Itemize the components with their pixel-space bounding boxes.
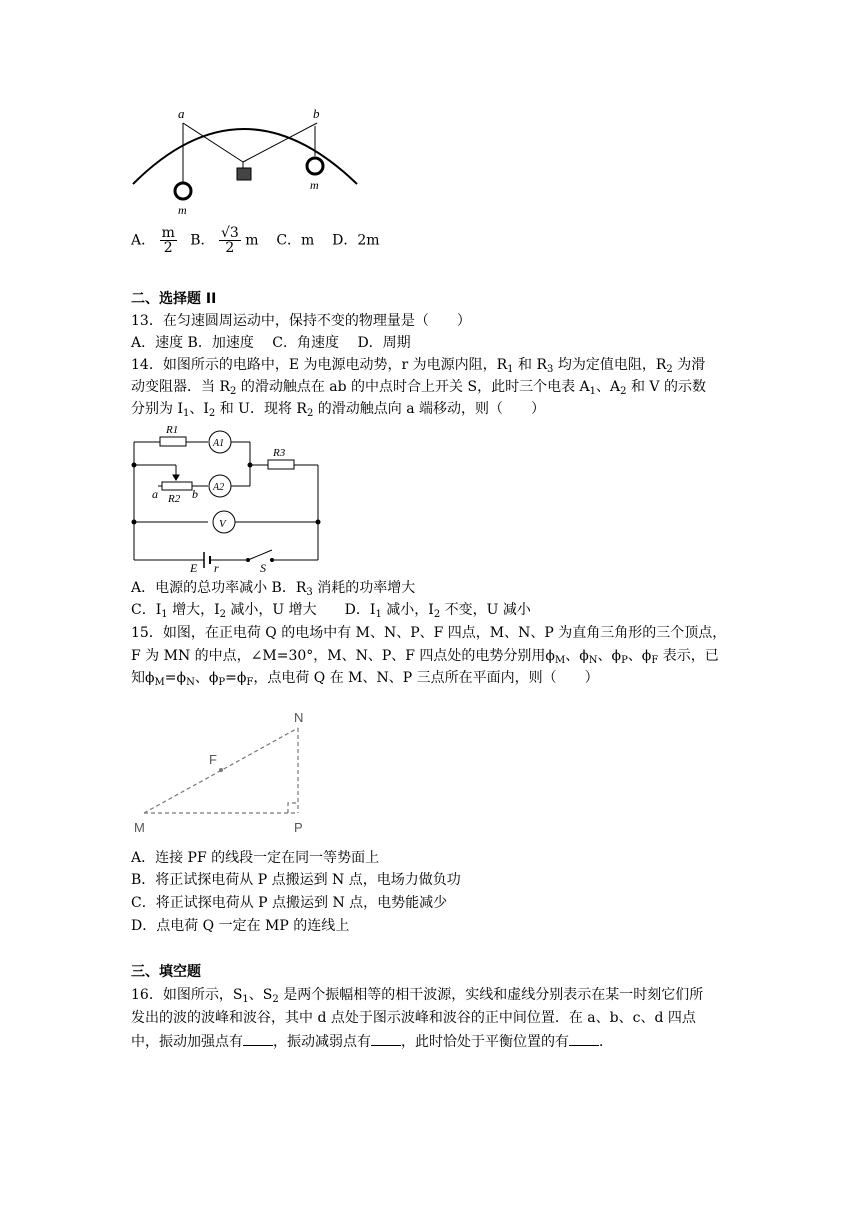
- q12-options: [131, 226, 380, 255]
- q12-a-frac: $\frac{m}{2}$: [161, 225, 175, 256]
- arc-ring-figure: [125, 104, 365, 224]
- q16-line-2: 发出的波的波峰和波谷，其中 d 点处于图示波峰和波谷的正中间位置．在 a、b、c、d 四点: [131, 1010, 696, 1026]
- label-f: F: [209, 752, 217, 767]
- q15-option-c: C．将正试探电荷从 P 点搬运到 N 点，电势能减少: [131, 895, 448, 911]
- label-a: a: [152, 487, 158, 501]
- q14-line-2: 动变阻器．当 $R_2$ 的滑动触点在 ab 的中点时合上开关 S，此时三个电表 $A_1$、$A_2$ 和 V 的示数: [131, 379, 706, 397]
- right-angle-mark: [288, 803, 298, 813]
- section-2-heading: 二、选择题 II: [131, 291, 217, 307]
- section-3-heading: 三、填空题: [131, 964, 201, 980]
- blank-equilibrium[interactable]: [569, 1031, 599, 1046]
- label-b: b: [313, 106, 320, 121]
- q13-stem: 13．在匀速圆周运动中，保持不变的物理量是（ ）: [131, 313, 471, 329]
- label-e: E: [190, 561, 198, 572]
- q13-options: A．速度 B．加速度 C．角速度 D．周期: [131, 335, 411, 351]
- label-v: V: [219, 518, 226, 530]
- q15-line-1: 15．如图，在正电荷 Q 的电场中有 M、N、P、F 四点，M、N、P 为直角三角形的三个顶点，: [131, 625, 727, 641]
- label-n: N: [294, 710, 304, 725]
- label-b: b: [192, 487, 198, 501]
- blank-weakened[interactable]: [371, 1031, 401, 1046]
- q15-line-2: F 为 MN 的中点，∠M=30°，M、N、P、F 四点处的电势分别用$\phi_M$、$\phi_N$、$\phi_P$、$\phi_F$ 表示，已: [131, 648, 719, 666]
- label-m-left: m: [178, 203, 187, 217]
- label-r: r: [214, 561, 219, 572]
- label-a1: A1: [213, 438, 225, 449]
- q16-line-3: 中，振动加强点有 ，振动减弱点有 ，此时恰处于平衡位置的有 ．: [131, 1031, 613, 1052]
- label-m-right: m: [310, 178, 319, 192]
- label-s: S: [260, 561, 266, 572]
- q14-option-cd: C．$I_1$ 增大，$I_2$ 减小，U 增大 D．$I_1$ 减小，$I_2$ 不变，U 减小: [131, 602, 531, 620]
- label-r3: R3: [273, 447, 286, 459]
- label-r2: R2: [168, 493, 181, 505]
- q12-d: D．2m: [332, 232, 380, 249]
- label-r1: R1: [166, 424, 179, 436]
- label-a: a: [178, 106, 185, 121]
- q12-b-frac: $\frac{√3}{2}$: [220, 225, 239, 256]
- q12-a-prefix: A．: [131, 232, 156, 249]
- blank-strengthened[interactable]: [243, 1031, 273, 1046]
- q16-line-1: 16．如图所示，$S_1$、$S_2$ 是两个振幅相等的相干波源，实线和虚线分别表示在某一时刻它们所: [131, 987, 704, 1005]
- q12-b-unit: m: [245, 232, 259, 249]
- hanging-weight: [237, 168, 251, 180]
- q12-b-prefix: B．: [190, 232, 215, 249]
- ring-left: [175, 183, 191, 199]
- triangle-figure: [130, 702, 330, 842]
- label-p: P: [294, 820, 303, 835]
- switch-s: [248, 550, 272, 560]
- label-a2: A2: [213, 482, 225, 493]
- q15-option-a: A．连接 PF 的线段一定在同一等势面上: [131, 850, 380, 866]
- circuit-figure: [128, 422, 328, 572]
- ring-right: [307, 158, 323, 174]
- point-f: [219, 768, 223, 772]
- q12-c: C．m: [276, 232, 315, 249]
- label-m: M: [134, 820, 145, 835]
- resistor-r2: [162, 482, 192, 490]
- q15-option-b: B．将正试探电荷从 P 点搬运到 N 点，电场力做负功: [131, 872, 461, 888]
- q14-line-1: 14．如图所示的电路中，E 为电源电动势，r 为电源内阻，$R_1$ 和 $R_3$ 均为定值电阻，$R_2$ 为滑: [131, 357, 706, 375]
- q14-option-ab: A．电源的总功率减小 B．$R_3$ 消耗的功率增大: [131, 580, 416, 598]
- resistor-r1: [160, 437, 186, 446]
- q15-line-3: 知$\phi_M=\phi_N$、$\phi_P=\phi_F$，点电荷 Q 在 M、N、P 三点所在平面内，则（ ）: [131, 670, 599, 688]
- resistor-r3: [268, 460, 294, 469]
- q15-option-d: D．点电荷 Q 一定在 MP 的连线上: [131, 918, 350, 934]
- q14-line-3: 分别为 $I_1$、$I_2$ 和 U．现将 $R_2$ 的滑动触点向 a 端移动，则（ ）: [131, 401, 546, 419]
